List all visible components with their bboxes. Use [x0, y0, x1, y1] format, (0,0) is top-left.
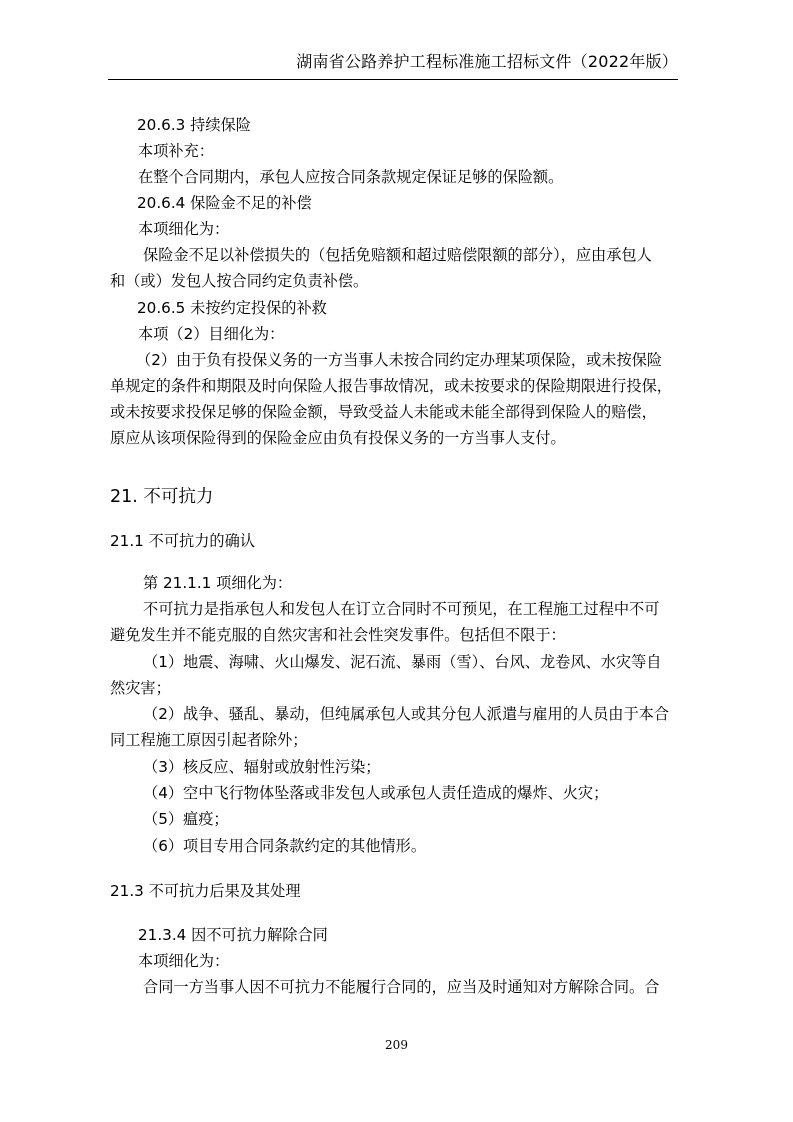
paragraph-line: 和（或）发包人按合同约定负责补偿。	[110, 272, 369, 290]
paragraph-line: 保险金不足以补偿损失的（包括免赔额和超过赔偿限额的部分），应由承包人	[143, 246, 652, 264]
paragraph-line: 原应从该项保险得到的保险金应由负有投保义务的一方当事人支付。	[110, 429, 566, 447]
paragraph-line: 在整个合同期内，承包人应按合同条款规定保证足够的保险额。	[138, 168, 564, 186]
list-item: （5）瘟疫；	[143, 810, 229, 828]
paragraph-line: 单规定的条件和期限及时向保险人报告事故情况，或未按要求的保险期限进行投保，	[110, 377, 672, 395]
list-item: （2）战争、骚乱、暴动，但纯属承包人或其分包人派遣与雇用的人员由于本合	[143, 705, 670, 723]
list-item: （4）空中飞行物体坠落或非发包人或承包人责任造成的爆炸、火灾；	[143, 784, 609, 802]
list-item: （1）地震、海啸、火山爆发、泥石流、暴雨（雪）、台风、龙卷风、水灾等自	[143, 653, 662, 671]
paragraph-line: 或未按要求投保足够的保险金额，导致受益人未能或未能全部得到保险人的赔偿，	[110, 403, 657, 421]
paragraph-line: 不可抗力是指承包人和发包人在订立合同时不可预见，在工程施工过程中不可	[143, 600, 660, 618]
list-item-continuation: 同工程施工原因引起者除外；	[110, 731, 308, 749]
clause-heading-21-3-4: 21.3.4 因不可抗力解除合同	[138, 926, 328, 944]
running-header: 湖南省公路养护工程标准施工招标文件（2022年版）	[296, 52, 678, 71]
clause-heading-20-6-4: 20.6.4 保险金不足的补偿	[137, 194, 312, 212]
clause-heading-20-6-5: 20.6.5 未按约定投保的补救	[137, 299, 327, 317]
clause-intro: 本项细化为：	[138, 952, 230, 970]
clause-intro: 本项补充：	[138, 142, 214, 160]
subsection-heading-21-3: 21.3 不可抗力后果及其处理	[110, 882, 301, 900]
clause-intro: 本项（2）目细化为：	[138, 325, 285, 343]
list-item-continuation: 然灾害；	[110, 679, 171, 697]
page-number: 209	[385, 1038, 408, 1052]
paragraph-line: （2）由于负有投保义务的一方当事人未按合同约定办理某项保险，或未按保险	[136, 351, 663, 369]
list-item: （6）项目专用合同条款约定的其他情形。	[143, 837, 427, 855]
list-item: （3）核反应、辐射或放射性污染；	[143, 758, 381, 776]
section-heading-21: 21. 不可抗力	[110, 487, 214, 507]
paragraph-line: 避免发生并不能克服的自然灾害和社会性突发事件。包括但不限于：	[110, 626, 566, 644]
clause-intro: 本项细化为：	[138, 220, 230, 238]
clause-heading-20-6-3: 20.6.3 持续保险	[137, 116, 251, 134]
subsection-heading-21-1: 21.1 不可抗力的确认	[110, 532, 255, 550]
header-rule	[108, 79, 678, 80]
clause-intro: 第 21.1.1 项细化为：	[143, 574, 293, 592]
paragraph-line: 合同一方当事人因不可抗力不能履行合同的，应当及时通知对方解除合同。合	[143, 978, 660, 996]
